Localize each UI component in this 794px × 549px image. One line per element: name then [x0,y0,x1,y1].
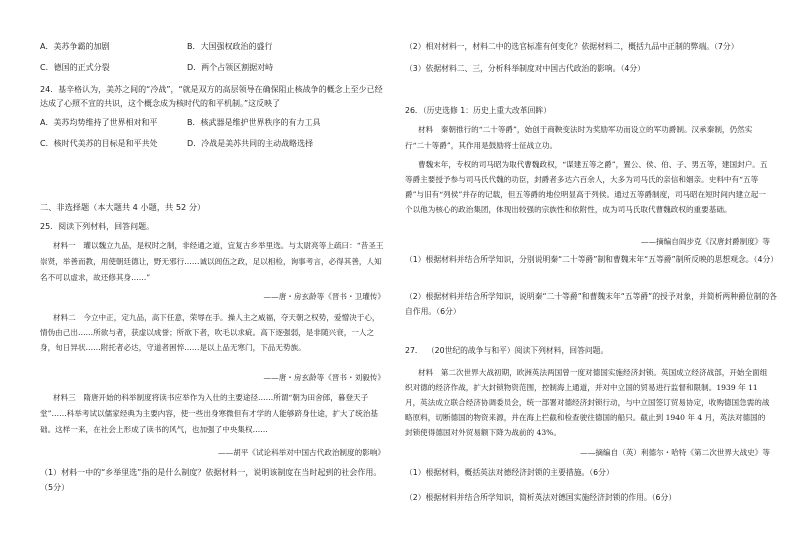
q23-option-c: C．德国的正式分裂 [40,63,110,72]
q26-source: ——摘编自阎步克《汉唐封爵制度》等 [640,237,770,246]
q24-option-c: C．核时代美苏的目标是和平共处 [40,139,158,148]
q24-stem: 24．基辛格认为，美苏之间的“冷战”，“就是双方的高层领导在确保阻止核战争的概念上至少已经达成了心照不宣的共识，这个概念成为核时代的和平机制。”这反映了 [40,85,383,108]
q25-material-2-source: ——唐・房玄龄等《晋书・刘毅传》 [263,373,385,382]
q27-title-row [405,344,777,358]
q27-question-2: （2）根据材料并结合所学知识，简析英法对德国实施经济封锁的作用。（6分） [405,493,677,502]
q27-question-1: （1）根据材料，概括英法对德经济封锁的主要措施。（6分） [405,468,614,477]
q27-title: （20世纪的战争与和平）阅读下列材料，回答问题。 [430,346,609,355]
q24-option-b: B．核武器是维护世界秩序的有力工具 [187,118,321,127]
q25-question-1: （1）材料一中的“乡举里选”指的是什么制度？依据材料一，说明该制度在当时起到的社会作用。（5分） [40,468,382,492]
q25-question-3: （3）依据材料二、三，分析科举制度对中国古代政治的影响。（4分） [405,64,645,73]
q23-option-d: D．两个占领区割据对峙 [187,63,274,72]
q23-option-a: A．美苏争霸的加剧 [40,42,110,51]
q26-question-2: （2）根据材料并结合所学知识，说明秦“二十等爵”和曹魏末年“五等爵”的授予对象，并简析两种爵位制的各自作用。（6分） [405,292,777,316]
q27-source: ——摘编自（英）利德尔・哈特《第二次世界大战史》等 [580,448,770,457]
q24-option-a: A．美苏均势维持了世界相对和平 [40,118,158,127]
q25-question-2: （2）相对材料一，材料二中的选官标准有何变化？依据材料二，概括九品中正制的弊端。（7分） [405,42,739,51]
q25-stem: 25．阅读下列材料，回答问题。 [40,222,155,231]
q24-option-d: D．冷战是美苏共同的主动战略选择 [187,139,314,148]
q25-material-1-source: ——唐・房玄龄等《晋书・卫瓘传》 [263,292,385,301]
q26-material-para-2: 曹魏末年，专权的司马昭为取代曹魏政权，“谋建五等之爵”，置公、侯、伯、子、男五等，建国封户。五等爵主要授予参与司马氏代魏的功臣，封爵者多达六百余人，大多为司马氏的亲信和姻亲。史料中有“五等爵”与旧有“列侯”并存的记载，但五等爵的地位明显高于列侯。通过五等爵制度，司马昭在短时间内建立起一个以他为核心的政治集团，体现出较强的宗族性和依附性，成为司马氏取代曹魏政权的重要基础。 [405,160,768,214]
q25-material-3: 材料三 隋唐开始的科举制度将读书应举作为入仕的主要途径……所谓“朝为田舍郎，暮登天子堂”……科举考试以儒家经典为主要内容，使一些出身寒微但有才学的人能够跻身仕途，扩大了统治基础。这样一来，在社会上形成了读书的风气，也加强了中央集权…… [40,393,379,434]
q25-material-2: 材料二 今立中正，定九品，高下任意，荣辱在手。操人主之威福，夺天朝之权势，爱憎决于心，情伪由己出……所欲与者，获虚以成誉；所欲下者，吹毛以求疵。高下逐强弱，是非随兴衰，一人之身，旬日异状……附托者必达，守道者困悴……是以上品无寒门，下品无势族。 [40,313,380,352]
q23-option-b: B．大国强权政治的盛行 [187,42,273,51]
q26-title: 26．（历史选修 1：历史上重大改革回眸） [405,106,552,115]
q27-material: 材料 第二次世界大战初期，欧洲英法两国曾一度对德国实施经济封锁。英国成立经济战部，开始全面组织对德的经济作战，扩大封锁物资范围，控制海上通道，并对中立国的贸易进行监督和限制。1939 年 11 月，英法成立联合经济协调委员会，统一部署对德经济封锁行动，与中立国签订贸易协定，收购德国急需的战略原料，切断德国的物资来源，并在海上拦截和检查驶往德国的船只。截止到 1940 年 4 月，英法对德国的封锁使得德国对外贸易额下降为战前的 43%。 [405,368,770,437]
q25-material-3-source: ——胡平《试论科举对中国古代政治制度的影响》 [217,448,385,457]
section-title: 二、非选择题（本大题共 4 小题，共 52 分） [40,202,206,212]
q26-question-1: （1）根据材料并结合所学知识，分别说明秦“二十等爵”制和曹魏末年“五等爵”制所反映的思想观念。（4分） [405,255,779,264]
q26-material-para-1: 材料 秦朝推行的“二十等爵”，始创于商鞅变法时为奖励军功而设立的军功爵制。汉承秦制，仍然实行“二十等爵”，其作用是鼓励将士征战立功。 [405,125,753,150]
q25-material-1: 材料一 瓘以魏立九品，是权时之制，非经通之道，宜复古乡举里选。与太尉亮等上疏曰：“昔圣王崇贤，举善而教，用使朝廷德让，野无邪行……诚以闾伍之政，足以相检，询事考言，必得其善，人知名不可以虚求，故还修其身……” [40,241,384,282]
q27-number: 27． [405,346,423,355]
